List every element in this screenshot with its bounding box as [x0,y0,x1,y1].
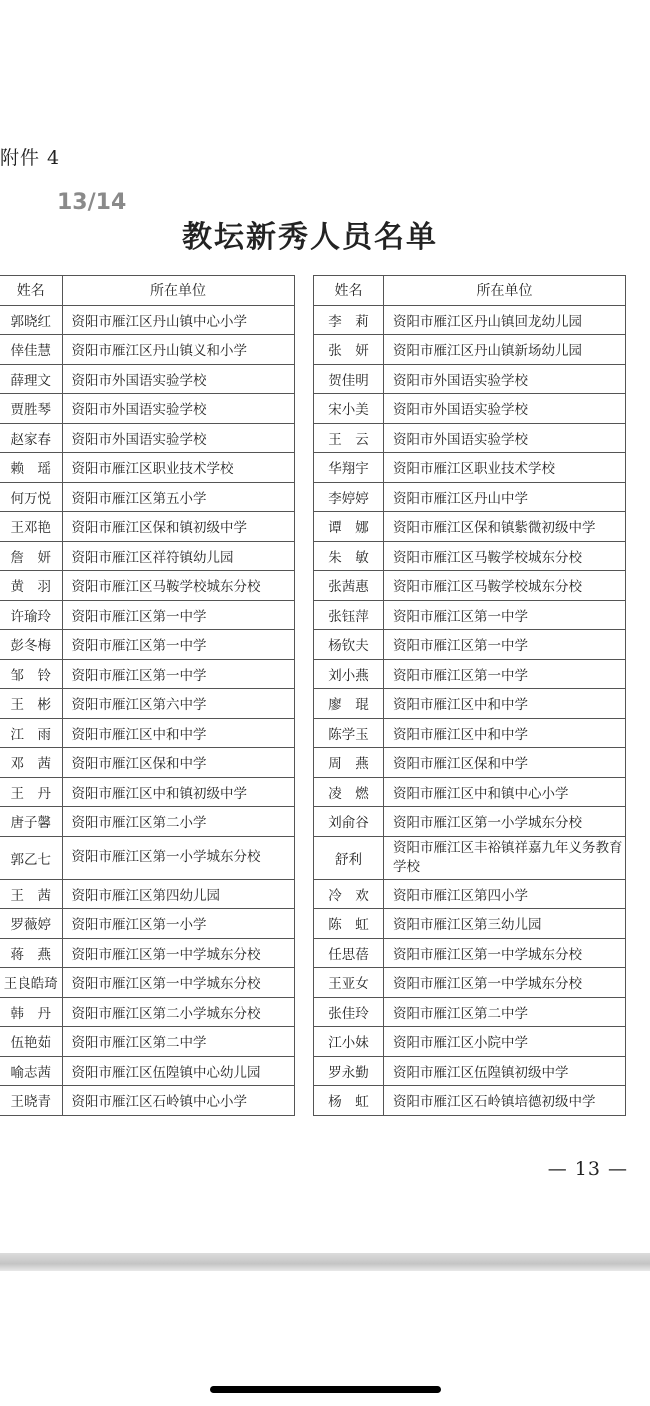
table-row [0,541,294,571]
person-name: 郭乙七 [0,836,62,879]
person-name: 彭冬梅 [0,630,62,660]
table-row [0,748,294,778]
work-unit: 资阳市雁江区中和中学 [384,689,626,719]
table-row [0,689,294,719]
work-unit: 资阳市外国语实验学校 [62,423,294,453]
table-row [0,571,294,601]
table-row [0,659,294,689]
table-row [314,305,626,335]
work-unit: 资阳市外国语实验学校 [384,364,626,394]
table-row [314,938,626,968]
person-name: 薛理文 [0,364,62,394]
table-row [0,938,294,968]
work-unit: 资阳市外国语实验学校 [62,364,294,394]
work-unit: 资阳市雁江区第一小学 [62,909,294,939]
work-unit: 资阳市雁江区第四小学 [384,879,626,909]
work-unit: 资阳市雁江区马鞍学校城东分校 [62,571,294,601]
table-row [314,482,626,512]
table-row [314,777,626,807]
column-header-name: 姓名 [0,276,62,306]
person-name: 黄 羽 [0,571,62,601]
person-name: 舒利 [314,836,384,879]
person-name: 朱 敏 [314,541,384,571]
table-row [0,394,294,424]
person-name: 罗永勤 [314,1056,384,1086]
table-row [0,423,294,453]
work-unit: 资阳市雁江区第五小学 [62,482,294,512]
person-name: 李 莉 [314,305,384,335]
person-name: 王晓青 [0,1086,62,1116]
person-name: 詹 妍 [0,541,62,571]
person-name: 刘小燕 [314,659,384,689]
work-unit: 资阳市雁江区丹山镇中心小学 [62,305,294,335]
person-name: 王邓艳 [0,512,62,542]
table-row [0,1086,294,1116]
work-unit: 资阳市雁江区伍隍镇中心幼儿园 [62,1056,294,1086]
table-row [0,364,294,394]
work-unit: 资阳市雁江区职业技术学校 [62,453,294,483]
person-name: 廖 琨 [314,689,384,719]
work-unit: 资阳市雁江区丰裕镇祥嘉九年义务教育学校 [384,836,626,879]
work-unit: 资阳市雁江区丹山镇回龙幼儿园 [384,305,626,335]
table-row [0,997,294,1027]
table-row [0,482,294,512]
person-name: 宋小美 [314,394,384,424]
table-row [314,997,626,1027]
work-unit: 资阳市雁江区第一中学 [384,659,626,689]
work-unit: 资阳市雁江区第六中学 [62,689,294,719]
person-name: 赖 瑶 [0,453,62,483]
person-name: 韩 丹 [0,997,62,1027]
table-row [0,807,294,837]
person-name: 张钰萍 [314,600,384,630]
person-name: 贾胜琴 [0,394,62,424]
table-row [0,335,294,365]
document-title: 教坛新秀人员名单 [182,220,438,255]
table-row [0,630,294,660]
work-unit: 资阳市雁江区中和镇初级中学 [62,777,294,807]
work-unit: 资阳市雁江区丹山镇义和小学 [62,335,294,365]
person-name: 王 茜 [0,879,62,909]
person-name: 冷 欢 [314,879,384,909]
table-row [314,335,626,365]
person-name: 王 丹 [0,777,62,807]
work-unit: 资阳市雁江区保和中学 [384,748,626,778]
person-name: 倖佳慧 [0,335,62,365]
table-row [0,600,294,630]
person-name: 张 妍 [314,335,384,365]
work-unit: 资阳市雁江区石岭镇培德初级中学 [384,1086,626,1116]
work-unit: 资阳市外国语实验学校 [62,394,294,424]
work-unit: 资阳市雁江区第一中学 [384,630,626,660]
person-name: 王亚女 [314,968,384,998]
page-separator [0,1253,650,1271]
work-unit: 资阳市雁江区第一中学 [62,659,294,689]
table-row [314,364,626,394]
person-name: 刘俞谷 [314,807,384,837]
work-unit: 资阳市雁江区丹山中学 [384,482,626,512]
page-counter: 13/14 [57,190,127,215]
table-row [0,836,294,879]
work-unit: 资阳市雁江区伍隍镇初级中学 [384,1056,626,1086]
work-unit: 资阳市雁江区中和镇中心小学 [384,777,626,807]
person-name: 贺佳明 [314,364,384,394]
table-row [314,630,626,660]
home-indicator[interactable] [210,1386,441,1393]
table-row [314,1086,626,1116]
table-row [0,777,294,807]
work-unit: 资阳市雁江区第一中学城东分校 [384,938,626,968]
person-name: 蒋 燕 [0,938,62,968]
table-row [0,968,294,998]
work-unit: 资阳市雁江区马鞍学校城东分校 [384,571,626,601]
table-row [0,1027,294,1057]
person-name: 张茜惠 [314,571,384,601]
work-unit: 资阳市雁江区祥符镇幼儿园 [62,541,294,571]
work-unit: 资阳市雁江区中和中学 [384,718,626,748]
roster-table-right [313,275,626,1116]
person-name: 王良皓琦 [0,968,62,998]
work-unit: 资阳市雁江区石岭镇中心小学 [62,1086,294,1116]
work-unit: 资阳市雁江区马鞍学校城东分校 [384,541,626,571]
column-header-unit: 所在单位 [62,276,294,306]
table-row [0,512,294,542]
work-unit: 资阳市雁江区第一中学 [384,600,626,630]
work-unit: 资阳市雁江区中和中学 [62,718,294,748]
page-number: — 13 — [547,1158,628,1180]
person-name: 杨 虹 [314,1086,384,1116]
table-row [314,1027,626,1057]
person-name: 江 雨 [0,718,62,748]
person-name: 凌 燃 [314,777,384,807]
table-row [314,836,626,879]
person-name: 华翔宇 [314,453,384,483]
person-name: 张佳玲 [314,997,384,1027]
table-row [0,305,294,335]
table-row [314,879,626,909]
work-unit: 资阳市雁江区第二小学 [62,807,294,837]
table-row [314,512,626,542]
table-row [0,453,294,483]
person-name: 王 彬 [0,689,62,719]
table-row [314,600,626,630]
table-row [0,1056,294,1086]
table-row [314,909,626,939]
work-unit: 资阳市雁江区保和镇紫微初级中学 [384,512,626,542]
table-row [314,394,626,424]
person-name: 喻志茜 [0,1056,62,1086]
person-name: 伍艳茹 [0,1027,62,1057]
table-row [314,659,626,689]
person-name: 杨钦夫 [314,630,384,660]
person-name: 周 燕 [314,748,384,778]
work-unit: 资阳市雁江区职业技术学校 [384,453,626,483]
work-unit: 资阳市外国语实验学校 [384,423,626,453]
work-unit: 资阳市雁江区第一中学 [62,630,294,660]
attachment-label: 附件 4 [0,147,61,169]
work-unit: 资阳市雁江区第二小学城东分校 [62,997,294,1027]
work-unit: 资阳市雁江区第二中学 [62,1027,294,1057]
table-row [0,718,294,748]
person-name: 罗薇婷 [0,909,62,939]
work-unit: 资阳市雁江区第一小学城东分校 [62,836,294,879]
work-unit: 资阳市雁江区第一中学城东分校 [62,938,294,968]
person-name: 李婷婷 [314,482,384,512]
work-unit: 资阳市雁江区第一中学城东分校 [384,968,626,998]
person-name: 何万悦 [0,482,62,512]
table-row [314,718,626,748]
work-unit: 资阳市雁江区第一中学城东分校 [62,968,294,998]
table-row [314,807,626,837]
table-row [0,879,294,909]
person-name: 唐子馨 [0,807,62,837]
person-name: 郭晓红 [0,305,62,335]
work-unit: 资阳市雁江区第四幼儿园 [62,879,294,909]
work-unit: 资阳市雁江区第二中学 [384,997,626,1027]
person-name: 江小妹 [314,1027,384,1057]
person-name: 陈 虹 [314,909,384,939]
person-name: 谭 娜 [314,512,384,542]
person-name: 陈学玉 [314,718,384,748]
person-name: 赵家春 [0,423,62,453]
work-unit: 资阳市雁江区小院中学 [384,1027,626,1057]
work-unit: 资阳市雁江区第三幼儿园 [384,909,626,939]
table-row [314,689,626,719]
roster-table-left [0,275,295,1116]
work-unit: 资阳市雁江区保和中学 [62,748,294,778]
column-header-name: 姓名 [314,276,384,306]
work-unit: 资阳市雁江区保和镇初级中学 [62,512,294,542]
person-name: 许瑜玲 [0,600,62,630]
person-name: 王 云 [314,423,384,453]
table-row [314,748,626,778]
table-row [314,1056,626,1086]
table-row [314,541,626,571]
table-row [314,453,626,483]
work-unit: 资阳市雁江区第一小学城东分校 [384,807,626,837]
person-name: 邹 铃 [0,659,62,689]
work-unit: 资阳市雁江区丹山镇新场幼儿园 [384,335,626,365]
table-row [0,909,294,939]
column-header-unit: 所在单位 [384,276,626,306]
person-name: 任思蓓 [314,938,384,968]
work-unit: 资阳市外国语实验学校 [384,394,626,424]
table-row [314,968,626,998]
person-name: 邓 茜 [0,748,62,778]
table-row [314,571,626,601]
work-unit: 资阳市雁江区第一中学 [62,600,294,630]
table-row [314,423,626,453]
